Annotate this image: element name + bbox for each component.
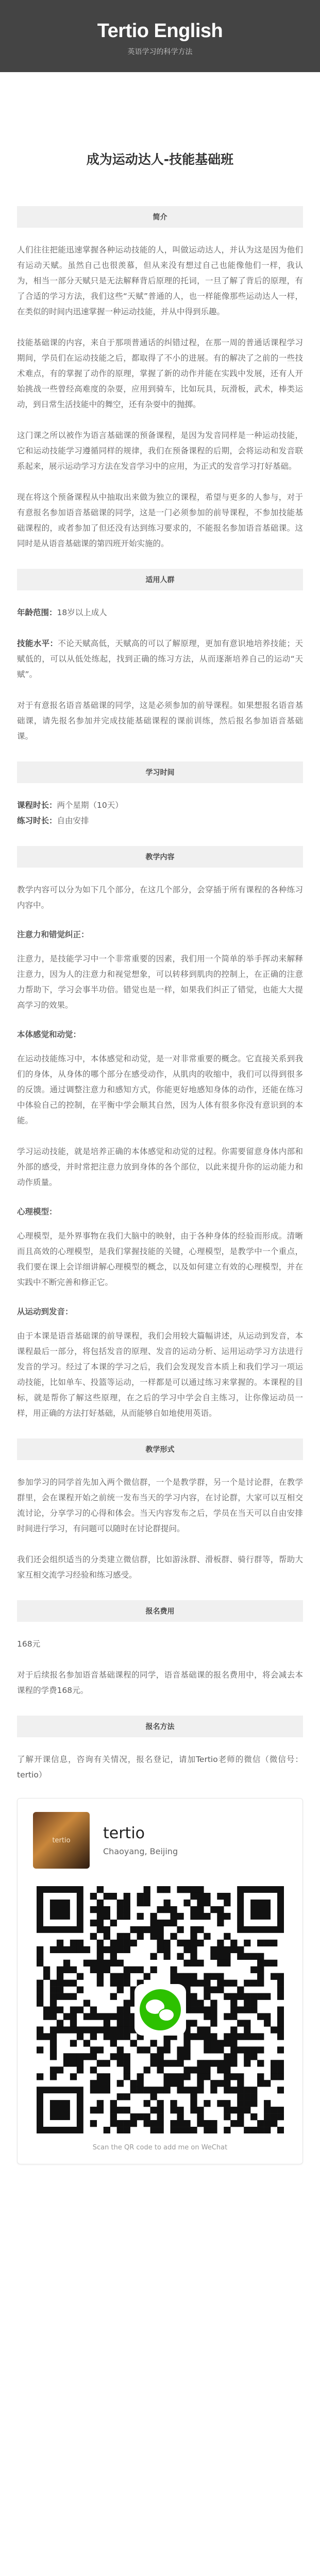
wechat-qr-card (17, 1798, 303, 2164)
audience-note: 对于有意报名语音基础课的同学，这是必须参加的前导课程。如果想报名语音基础课，请先报名参加并完成技能基础课程的课前训练，然后报名参加语音基础课。 (17, 701, 303, 741)
qr-card-header (33, 1812, 287, 1869)
audience-age-value: 18岁以上成人 (57, 608, 107, 617)
paragraph: 这门课之所以被作为语言基础课的预备课程，是因为发音同样是一种运动技能，它和运动技能学习遵循同样的规律，我们在预备课程的后期，会将运动和发音联系起来，展示运动学习方法在发音学习中的应用，为正式的发音学习打好基础。 (17, 431, 303, 471)
schedule-duration-value: 两个星期（10天） (57, 801, 123, 810)
qr-card-identity (103, 1824, 178, 1856)
paragraph: 参加学习的同学首先加入两个微信群，一个是教学群，另一个是讨论群，在教学群里，会在课程开始之前统一发布当天的学习内容，在讨论群，大家可以互相交流讨论，分享学习的心得和体会。当天内容发布之后，学员在当天可以自由安排时间进行学习，有问题可以随时在讨论群提问。 (17, 1478, 303, 1533)
section-heading-fee: 报名费用 (17, 1600, 303, 1622)
section-heading-intro: 简介 (17, 206, 303, 228)
paragraph: 现在将这个预备课程从中抽取出来做为独立的课程，希望与更多的人参与，对于有意报名参加语音基础课的同学，这是一门必须参加的前导课程，不参加技能基础课程的，或者参加了但还没有达到练习要求的，不能报名参加语音基础课。这同时是从语音基础课的第四班开始实施的。 (17, 493, 303, 548)
schedule-time-value: 自由安排 (57, 816, 89, 825)
paragraph: 学习运动技能，就是培养正确的本体感觉和动觉的过程。你需要留意身体内部和外部的感受，并时常把注意力放到身体的各个部位，以此来提升你的运动能力和动作质量。 (17, 1147, 303, 1187)
section-heading-signup: 报名方法 (17, 1716, 303, 1737)
avatar (33, 1812, 90, 1869)
subsection-title: 心理模型： (17, 1207, 57, 1216)
fee-amount: 168元 (17, 1639, 41, 1649)
audience-age-label: 年龄范围： (17, 608, 57, 617)
site-title[interactable]: Tertio English (97, 20, 223, 42)
subsection-title: 从运动到发音： (17, 1307, 73, 1316)
wechat-name: tertio (103, 1824, 145, 1842)
subsection-title: 本体感觉和动觉： (17, 1030, 81, 1039)
paragraph: 在运动技能练习中，本体感觉和动觉，是一对非常重要的概念。它直接关系到我们的身体，从身体的哪个部分在感受动作，从肌肉的收缩中，我们可以得到很多的反馈。通过调整注意力和感知方式，你能更好地感知身体的动作，还能在练习中体验自己的控制，在平衡中学会顺其自然，因为人体有很多你没有意识到的本能。 (17, 1054, 303, 1125)
content-intro: 教学内容可以分为如下几个部分，在这几个部分，会穿插于所有课程的各种练习内容中。 (17, 885, 303, 910)
qr-code-graphic (37, 1886, 284, 2133)
site-header (0, 0, 320, 72)
audience-skill (17, 636, 303, 682)
qr-caption: Scan the QR code to add me on WeChat (92, 2144, 228, 2151)
article (0, 72, 320, 2164)
paragraph: 我们还会组织适当的分类建立微信群，比如游泳群、滑板群、骑行群等，帮助大家互相交流学习经验和练习感受。 (17, 1555, 303, 1580)
site-subtitle: 英语学习的科学方法 (127, 48, 193, 56)
paragraph: 心理模型，是外界事物在我们大脑中的映射，由于各种身体的经验而形成。清晰而且高效的心理模型，是我们掌握技能的关键，心理模型，是教学中一个重点，我们要在课上会详细讲解心理模型的概念，以及如何建立有效的心理模型，并在实践中不断完善和修正它。 (17, 1231, 303, 1287)
wechat-location: Chaoyang, Beijing (103, 1846, 178, 1856)
audience-skill-value: 不论天赋高低，天赋高的可以了解原理，更加有意识地培养技能；天赋低的，可以从低处练起，找到正确的练习方法，从而逐渐培养自己的运动“天赋”。 (17, 639, 303, 679)
qr-code[interactable] (37, 1886, 284, 2133)
audience-age (17, 605, 303, 620)
section-heading-audience: 适用人群 (17, 569, 303, 590)
section-heading-format: 教学形式 (17, 1438, 303, 1460)
section-heading-schedule: 学习时间 (17, 761, 303, 783)
paragraph: 注意力，是技能学习中一个非常重要的因素，我们用一个简单的举手挥动来解释注意力，因为人的注意力和视觉想象，可以转移到肌肉的控制上，在正确的注意力帮助下，学习会事半功倍。错觉也是一样，如果我们纠正了错觉，也能大大提高学习的效果。 (17, 954, 303, 1010)
signup-paragraph: 了解开课信息，咨询有关情况，报名登记，请加Tertio老师的微信（微信号：tertio） (17, 1755, 303, 1780)
fee-note: 对于后续报名参加语音基础课程的同学，语音基础课的报名费用中，将会减去本课程的学费168元。 (17, 1670, 303, 1695)
schedule-duration-label: 课程时长： (17, 801, 57, 810)
audience-skill-label: 技能水平： (17, 639, 58, 648)
paragraph: 人们往往把能迅速掌握各种运动技能的人，叫做运动达人，并认为这是因为他们有运动天赋。虽然自己也很羡慕，但从来没有想过自己也能像他们一样，我认为，相当一部分天赋只是无法解释背后原理的托词，一旦了解了背后的原理，有了合适的学习方法，我们这些“天赋”普通的人，也一样能像那些运动达人一样，在类似的时间内迅速掌握一种运动技能，并从中得到乐趣。 (17, 245, 303, 316)
schedule-time-label: 练习时长： (17, 816, 57, 825)
subsection-title: 注意力和错觉纠正： (17, 930, 89, 939)
section-heading-content: 教学内容 (17, 846, 303, 868)
article-title: 成为运动达人-技能基础班 (86, 152, 234, 167)
paragraph: 技能基础课的内容，来自于那项普通话的纠错过程，在那一周的普通话课程学习期间，学员们在运动技能之后，都取得了不小的进展。有的解决了之前的一些技术难点，有的掌握了动作的原理，掌握了新的动作并能在实践中发展，还有人开始挑战一些曾经高难度的杂耍，应用到骑车，比如玩具，玩滑板，武术，棒类运动，到日常生活技能中的舞空，还有杂耍中的抛掷。 (17, 338, 303, 409)
schedule-info (17, 798, 303, 828)
avatar-label: tertio (52, 1836, 71, 1844)
paragraph: 由于本课是语音基础课的前导课程，我们会用较大篇幅讲述，从运动到发音，本课程最后一部分，将包括发音的原理、发音的运动分析、运用运动学习方法进行发音的学习。经过了本课的学习之后，我们会发现发音本质上和我们学习一项运动技能，比如单车、投篮等运动，一样都是可以通过练习来掌握的。本课程的目标，就是帮你了解这些原理，在之后的学习中学会自主练习，让你像运动员一样，用正确的方法打好基础，从而能够自如地使用英语。 (17, 1331, 303, 1418)
